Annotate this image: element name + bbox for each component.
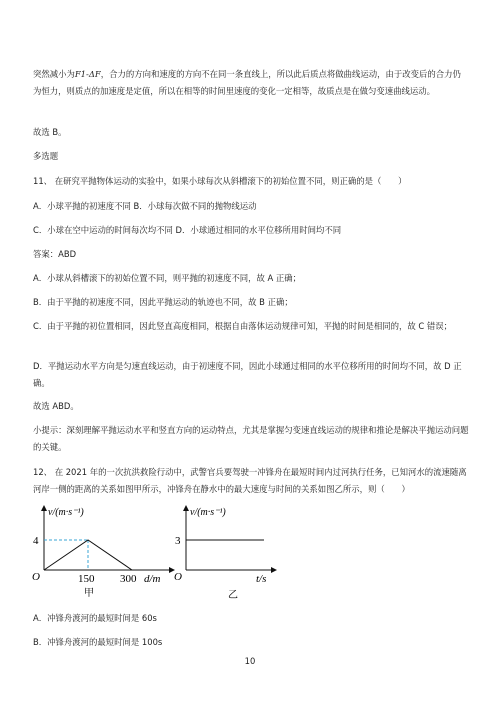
jia-caption: 甲 bbox=[84, 588, 94, 599]
q11-stem: 11、 在研究平抛物体运动的实验中，如果小球每次从斜槽滚下的初始位置不同，则正确的是（ ） bbox=[33, 176, 407, 186]
yi-origin: O bbox=[174, 571, 182, 583]
q11-choose: 故选 ABD。 bbox=[33, 401, 79, 411]
section-heading: 多选题 bbox=[33, 151, 59, 161]
q11-answer: 答案：ABD bbox=[33, 249, 77, 259]
q12-option-b: B．冲锋舟渡河的最短时间是 100s bbox=[33, 637, 163, 647]
yi-y-label: v/(m·s⁻¹) bbox=[190, 507, 226, 518]
q11-options-cd: C．小球在空中运动的时间每次均不同 D．小球通过相同的水平位移所用时间均不同 bbox=[33, 225, 342, 235]
yi-caption: 乙 bbox=[228, 590, 238, 600]
jia-x-tick-300: 300 bbox=[120, 573, 137, 585]
previous-answer: 故选 B。 bbox=[33, 127, 67, 137]
q12-stem: 12、 在 2021 年的一次抗洪救险行动中，武警官兵要驾驶一冲锋舟在最短时间内过河执行任务，已知河水的流速随离河岸一侧的距离的关系如图甲所示，冲锋舟在静水中的最大速度与时间的关系如图乙所示，则（ ） bbox=[33, 467, 467, 494]
graph-yi bbox=[170, 502, 280, 600]
intro-rest: ，合力的方向和速度的方向不在同一条直线上，所以此后质点将做曲线运动，由于改变后的合力仍为恒力，则质点的加速度是定值，所以在相等的时间里速度的变化一定相等，故质点是在做匀变速曲线运动。 bbox=[33, 69, 461, 96]
q11-tip: 小提示：深刻理解平抛运动水平和竖直方向的运动特点，尤其是掌握匀变速直线运动的规律和推论是解决平抛运动问题的关键。 bbox=[33, 425, 469, 452]
intro-prefix: 突然减小为 bbox=[33, 69, 75, 79]
intro-formula: F1-ΔF bbox=[74, 69, 101, 79]
intro-paragraph bbox=[33, 66, 469, 100]
yi-y-tick: 3 bbox=[175, 535, 181, 547]
q12-option-a: A．冲锋舟渡河的最短时间是 60s bbox=[33, 613, 157, 623]
jia-origin: O bbox=[32, 571, 40, 583]
q11-explanation-a: A．小球从斜槽滚下的初始位置不同，则平抛的初速度不同，故 A 正确； bbox=[33, 273, 302, 283]
jia-x-tick-150: 150 bbox=[78, 573, 95, 585]
q11-options-ab: A．小球平抛的初速度不同 B．小球每次做不同的抛物线运动 bbox=[33, 201, 257, 211]
page-number: 10 bbox=[244, 656, 256, 666]
q11-explanation-d: D．平抛运动水平方向是匀速直线运动，由于初速度不同，因此小球通过相同的水平位移所用的时间均不同，故 D 正确。 bbox=[33, 361, 462, 388]
graph-jia bbox=[28, 502, 178, 600]
jia-x-label: d/m bbox=[144, 573, 161, 585]
q11-explanation-c: C．由于平抛的初位置相同，因此竖直高度相同，根据自由落体运动规律可知，平抛的时间是相同的，故 C 错误； bbox=[33, 321, 453, 331]
jia-y-tick: 4 bbox=[33, 535, 39, 547]
yi-x-label: t/s bbox=[256, 573, 267, 585]
q11-explanation-b: B．由于平抛的初速度不同，因此平抛运动的轨迹也不同，故 B 正确； bbox=[33, 297, 293, 307]
jia-y-label: v/(m·s⁻¹) bbox=[48, 507, 84, 518]
